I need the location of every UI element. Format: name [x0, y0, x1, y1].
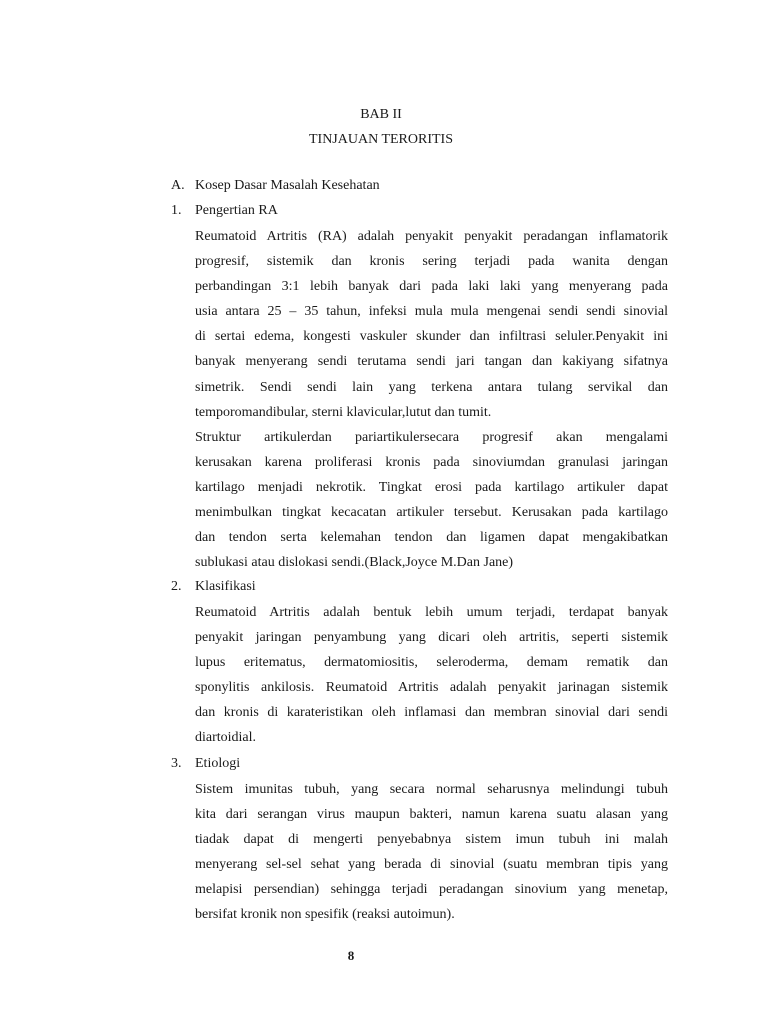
paragraph-line: Struktur artikulerdan pariartikulersecara progresif akan mengalami	[195, 430, 668, 445]
paragraph-line: diartoidial.	[195, 730, 257, 746]
subsection-heading-text: Klasifikasi	[195, 579, 256, 594]
paragraph-line: banyak menyerang sendi terutama sendi jari tangan dan kakiyang sifatnya	[195, 354, 668, 370]
paragraph-line: kartilago menjadi nekrotik. Tingkat erosi pada kartilago artikuler dapat	[195, 480, 668, 496]
subsection-heading-text: Etiologi	[195, 756, 241, 771]
paragraph-line: kerusakan karena proliferasi kronis pada sinoviumdan granulasi jaringan	[195, 455, 668, 471]
paragraph-line: penyakit jaringan penyambung yang dicari oleh artritis, seperti sistemik	[195, 630, 668, 646]
paragraph-pengertian-1	[195, 224, 668, 425]
paragraph-line: menyerang sel-sel sehat yang berada di sinovial (suatu membran tipis yang	[195, 857, 668, 873]
subsection-marker: 1.	[171, 203, 182, 218]
paragraph-line: dan kronis di karateristikan oleh inflamasi dan membran sinovial dari sendi	[195, 705, 668, 721]
section-marker: A.	[171, 178, 185, 193]
paragraph-line: progresif, sistemik dan kronis sering terjadi pada wanita dengan	[195, 254, 668, 270]
paragraph-etiologi	[195, 777, 668, 928]
paragraph-line: sublukasi atau dislokasi sendi.(Black,Joyce M.Dan Jane)	[195, 555, 514, 571]
paragraph-line: kita dari serangan virus maupun bakteri, namun karena suatu alasan yang	[195, 807, 668, 823]
paragraph-line: lupus eritematus, dermatomiositis, seleroderma, demam rematik dan	[195, 655, 668, 671]
paragraph-line: Reumatoid Artritis adalah bentuk lebih umum terjadi, terdapat banyak	[195, 605, 668, 620]
chapter-label: BAB II	[360, 107, 402, 122]
paragraph-line: usia antara 25 – 35 tahun, infeksi mula mula mengenai sendi sendi sinovial	[195, 304, 668, 320]
page-number: 8	[347, 948, 355, 963]
chapter-title: TINJAUAN TERORITIS	[308, 132, 453, 147]
subsection-heading-text: Pengertian RA	[195, 203, 278, 218]
paragraph-line: dan tendon serta kelemahan tendon dan ligamen dapat mengakibatkan	[195, 530, 668, 546]
paragraph-line: bersifat kronik non spesifik (reaksi autoimun).	[195, 907, 455, 923]
paragraph-line: tiadak dapat di mengerti penyebabnya sistem imun tubuh ini malah	[195, 832, 668, 848]
paragraph-line: melapisi persendian) sehingga terjadi peradangan sinovium yang menetap,	[195, 882, 668, 898]
paragraph-line: sponylitis ankilosis. Reumatoid Artritis adalah penyakit jarinagan sistemik	[195, 680, 668, 696]
paragraph-line: simetrik. Sendi sendi lain yang terkena antara tulang servikal dan	[195, 379, 668, 395]
subsection-marker: 2.	[171, 579, 182, 594]
section-heading-text: Kosep Dasar Masalah Kesehatan	[195, 178, 380, 193]
paragraph-line: perbandingan 3:1 lebih banyak dari pada laki laki yang menyerang pada	[195, 279, 668, 295]
paragraph-line: Reumatoid Artritis (RA) adalah penyakit penyakit peradangan inflamatorik	[195, 229, 668, 244]
paragraph-klasifikasi	[195, 600, 668, 751]
paragraph-line: Sistem imunitas tubuh, yang secara normal seharusnya melindungi tubuh	[195, 782, 668, 797]
subsection-marker: 3.	[171, 756, 182, 771]
paragraph-line: temporomandibular, sterni klavicular,lutut dan tumit.	[195, 404, 492, 420]
paragraph-line: menimbulkan tingkat kecacatan artikuler tersebut. Kerusakan pada kartilago	[195, 505, 668, 521]
paragraph-line: di sertai edema, kongesti vaskuler skunder dan infiltrasi seluler.Penyakit ini	[195, 329, 668, 345]
paragraph-pengertian-2	[195, 425, 668, 576]
